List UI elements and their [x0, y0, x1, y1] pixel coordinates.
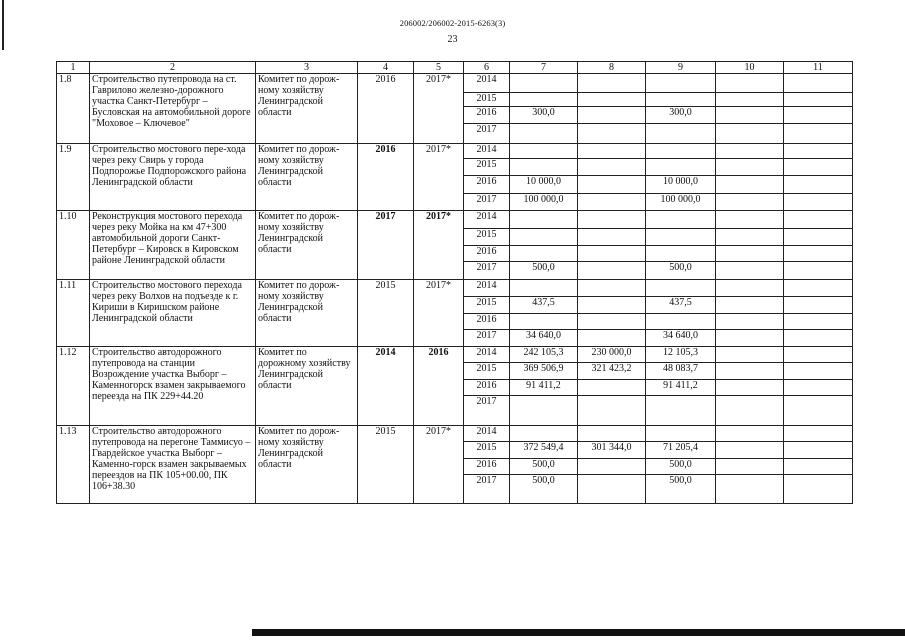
year-cell: 2014 [464, 211, 510, 229]
year-cell: 2016 [464, 176, 510, 194]
value-cell-9: 91 411,2 [646, 380, 716, 396]
value-cell-10 [716, 442, 784, 459]
year-cell: 2017 [464, 262, 510, 280]
value-cell-10 [716, 280, 784, 297]
value-cell-11 [784, 229, 853, 246]
col-header-7: 7 [510, 62, 578, 74]
value-cell-7: 500,0 [510, 262, 578, 280]
value-cell-7 [510, 396, 578, 426]
value-cell-7: 500,0 [510, 475, 578, 504]
value-cell-11 [784, 176, 853, 194]
end-year: 2017* [414, 144, 464, 211]
row-number: 1.9 [57, 144, 90, 211]
col-header-4: 4 [358, 62, 414, 74]
value-cell-8 [578, 144, 646, 159]
start-year: 2016 [358, 144, 414, 211]
row-number: 1.13 [57, 426, 90, 504]
page-number: 23 [447, 34, 458, 45]
table-row [57, 74, 853, 93]
value-cell-8: 321 423,2 [578, 363, 646, 380]
value-cell-9: 34 640,0 [646, 330, 716, 347]
object-name: Реконструкция мостового перехода через реку Мойка на км 47+300 автомобильной дороги Санкт-Петербург – Кировск в Кировском районе Ленинградской области [90, 211, 256, 280]
value-cell-11 [784, 475, 853, 504]
value-cell-7 [510, 124, 578, 144]
year-cell: 2015 [464, 363, 510, 380]
executor: Комитет по дорож-ному хозяйству Ленинградской области [256, 74, 358, 144]
value-cell-8 [578, 314, 646, 330]
table-row [57, 144, 853, 159]
value-cell-8: 301 344,0 [578, 442, 646, 459]
value-cell-7 [510, 426, 578, 442]
value-cell-7: 300,0 [510, 107, 578, 124]
object-name: Строительство автодорожного путепровода на перегоне Таммисуо – Гвардейское участка Выборг – Каменно-горск взамен закрываемых переездов на ПК 105+00.00, ПК 106+38.30 [90, 426, 256, 504]
value-cell-9 [646, 314, 716, 330]
value-cell-8 [578, 176, 646, 194]
value-cell-8 [578, 211, 646, 229]
value-cell-8: 230 000,0 [578, 347, 646, 363]
value-cell-11 [784, 194, 853, 211]
value-cell-7: 100 000,0 [510, 194, 578, 211]
value-cell-7: 34 640,0 [510, 330, 578, 347]
value-cell-11 [784, 363, 853, 380]
value-cell-10 [716, 194, 784, 211]
value-cell-7: 372 549,4 [510, 442, 578, 459]
value-cell-10 [716, 124, 784, 144]
end-year: 2016 [414, 347, 464, 426]
col-header-1: 1 [57, 62, 90, 74]
value-cell-10 [716, 330, 784, 347]
value-cell-8 [578, 229, 646, 246]
value-cell-7: 10 000,0 [510, 176, 578, 194]
col-header-3: 3 [256, 62, 358, 74]
col-header-11: 11 [784, 62, 853, 74]
year-cell: 2015 [464, 159, 510, 176]
end-year: 2017* [414, 74, 464, 144]
value-cell-7: 500,0 [510, 459, 578, 475]
column-number-header [57, 62, 853, 74]
value-cell-9: 71 205,4 [646, 442, 716, 459]
value-cell-10 [716, 229, 784, 246]
value-cell-10 [716, 211, 784, 229]
value-cell-8 [578, 159, 646, 176]
year-cell: 2014 [464, 280, 510, 297]
value-cell-7 [510, 144, 578, 159]
value-cell-11 [784, 280, 853, 297]
value-cell-8 [578, 246, 646, 262]
value-cell-8 [578, 330, 646, 347]
col-header-6: 6 [464, 62, 510, 74]
start-year: 2014 [358, 347, 414, 426]
value-cell-11 [784, 347, 853, 363]
year-cell: 2016 [464, 459, 510, 475]
value-cell-9: 12 105,3 [646, 347, 716, 363]
bottom-scan-bar [252, 629, 905, 636]
start-year: 2015 [358, 280, 414, 347]
year-cell: 2016 [464, 314, 510, 330]
executor: Комитет по дорож-ному хозяйству Ленинградской области [256, 426, 358, 504]
value-cell-11 [784, 330, 853, 347]
value-cell-11 [784, 262, 853, 280]
year-cell: 2017 [464, 330, 510, 347]
value-cell-9: 48 083,7 [646, 363, 716, 380]
value-cell-8 [578, 459, 646, 475]
value-cell-8 [578, 475, 646, 504]
row-number: 1.8 [57, 74, 90, 144]
year-cell: 2016 [464, 246, 510, 262]
table-row [57, 347, 853, 363]
end-year: 2017* [414, 426, 464, 504]
funding-table [56, 61, 853, 504]
value-cell-11 [784, 93, 853, 107]
year-cell: 2017 [464, 475, 510, 504]
object-name: Строительство мостового пере-хода через реку Свирь у города Подпорожье Подпорожского района Ленинградской области [90, 144, 256, 211]
value-cell-9 [646, 426, 716, 442]
value-cell-9 [646, 74, 716, 93]
year-cell: 2015 [464, 93, 510, 107]
col-header-5: 5 [414, 62, 464, 74]
row-number: 1.11 [57, 280, 90, 347]
table-row [57, 211, 853, 229]
value-cell-9: 437,5 [646, 297, 716, 314]
value-cell-10 [716, 144, 784, 159]
value-cell-11 [784, 442, 853, 459]
value-cell-7 [510, 93, 578, 107]
end-year: 2017* [414, 280, 464, 347]
start-year: 2015 [358, 426, 414, 504]
value-cell-10 [716, 107, 784, 124]
value-cell-10 [716, 363, 784, 380]
year-cell: 2014 [464, 74, 510, 93]
year-cell: 2017 [464, 194, 510, 211]
value-cell-9 [646, 396, 716, 426]
value-cell-11 [784, 159, 853, 176]
value-cell-9 [646, 124, 716, 144]
value-cell-7: 242 105,3 [510, 347, 578, 363]
value-cell-7 [510, 280, 578, 297]
value-cell-7 [510, 159, 578, 176]
value-cell-10 [716, 246, 784, 262]
row-number: 1.12 [57, 347, 90, 426]
value-cell-7: 437,5 [510, 297, 578, 314]
col-header-9: 9 [646, 62, 716, 74]
object-name: Строительство мостового перехода через реку Волхов на подъезде к г. Кириши в Киришском районе Ленинградской области [90, 280, 256, 347]
value-cell-7 [510, 314, 578, 330]
value-cell-11 [784, 426, 853, 442]
value-cell-7 [510, 74, 578, 93]
year-cell: 2014 [464, 144, 510, 159]
value-cell-8 [578, 396, 646, 426]
value-cell-10 [716, 93, 784, 107]
year-cell: 2014 [464, 426, 510, 442]
year-cell: 2015 [464, 297, 510, 314]
end-year: 2017* [414, 211, 464, 280]
value-cell-8 [578, 426, 646, 442]
value-cell-7: 369 506,9 [510, 363, 578, 380]
executor: Комитет по дорожному хозяйству Ленинградской области [256, 347, 358, 426]
value-cell-10 [716, 297, 784, 314]
value-cell-7 [510, 211, 578, 229]
value-cell-7: 91 411,2 [510, 380, 578, 396]
object-name: Строительство автодорожного путепровода на станции Возрождение участка Выборг – Каменногорск взамен закрываемого переезда на ПК 229+44.20 [90, 347, 256, 426]
value-cell-11 [784, 124, 853, 144]
value-cell-11 [784, 107, 853, 124]
start-year: 2017 [358, 211, 414, 280]
year-cell: 2016 [464, 380, 510, 396]
document-id: 206002/206002-2015-6263(3) [399, 18, 506, 28]
value-cell-10 [716, 176, 784, 194]
value-cell-8 [578, 74, 646, 93]
value-cell-11 [784, 459, 853, 475]
value-cell-8 [578, 194, 646, 211]
value-cell-9: 300,0 [646, 107, 716, 124]
value-cell-10 [716, 74, 784, 93]
value-cell-10 [716, 314, 784, 330]
value-cell-9 [646, 280, 716, 297]
year-cell: 2015 [464, 229, 510, 246]
value-cell-9 [646, 229, 716, 246]
executor: Комитет по дорож-ному хозяйству Ленинградской области [256, 280, 358, 347]
year-cell: 2016 [464, 107, 510, 124]
value-cell-10 [716, 426, 784, 442]
executor: Комитет по дорож-ному хозяйству Ленинградской области [256, 211, 358, 280]
year-cell: 2017 [464, 124, 510, 144]
value-cell-10 [716, 459, 784, 475]
value-cell-11 [784, 314, 853, 330]
value-cell-7 [510, 246, 578, 262]
value-cell-8 [578, 107, 646, 124]
value-cell-11 [784, 74, 853, 93]
value-cell-8 [578, 262, 646, 280]
object-name: Строительство путепровода на ст. Гаврилово железно-дорожного участка Санкт-Петербург – Бусловская на автомобильной дороге "Моховое – Ключевое" [90, 74, 256, 144]
value-cell-10 [716, 262, 784, 280]
year-cell: 2015 [464, 442, 510, 459]
value-cell-9: 10 000,0 [646, 176, 716, 194]
value-cell-9: 500,0 [646, 475, 716, 504]
row-number: 1.10 [57, 211, 90, 280]
value-cell-10 [716, 396, 784, 426]
value-cell-9: 500,0 [646, 262, 716, 280]
col-header-8: 8 [578, 62, 646, 74]
value-cell-10 [716, 380, 784, 396]
value-cell-8 [578, 380, 646, 396]
value-cell-8 [578, 297, 646, 314]
start-year: 2016 [358, 74, 414, 144]
value-cell-8 [578, 93, 646, 107]
value-cell-9 [646, 144, 716, 159]
value-cell-9 [646, 211, 716, 229]
table-row [57, 426, 853, 442]
value-cell-10 [716, 475, 784, 504]
value-cell-11 [784, 211, 853, 229]
value-cell-8 [578, 124, 646, 144]
year-cell: 2014 [464, 347, 510, 363]
value-cell-9 [646, 93, 716, 107]
value-cell-9 [646, 159, 716, 176]
value-cell-11 [784, 144, 853, 159]
value-cell-9 [646, 246, 716, 262]
value-cell-9: 500,0 [646, 459, 716, 475]
value-cell-10 [716, 347, 784, 363]
value-cell-10 [716, 159, 784, 176]
year-cell: 2017 [464, 396, 510, 426]
executor: Комитет по дорож-ному хозяйству Ленинградской области [256, 144, 358, 211]
value-cell-9: 100 000,0 [646, 194, 716, 211]
value-cell-7 [510, 229, 578, 246]
value-cell-11 [784, 380, 853, 396]
value-cell-11 [784, 246, 853, 262]
col-header-2: 2 [90, 62, 256, 74]
col-header-10: 10 [716, 62, 784, 74]
table-row [57, 280, 853, 297]
value-cell-11 [784, 297, 853, 314]
value-cell-11 [784, 396, 853, 426]
value-cell-8 [578, 280, 646, 297]
